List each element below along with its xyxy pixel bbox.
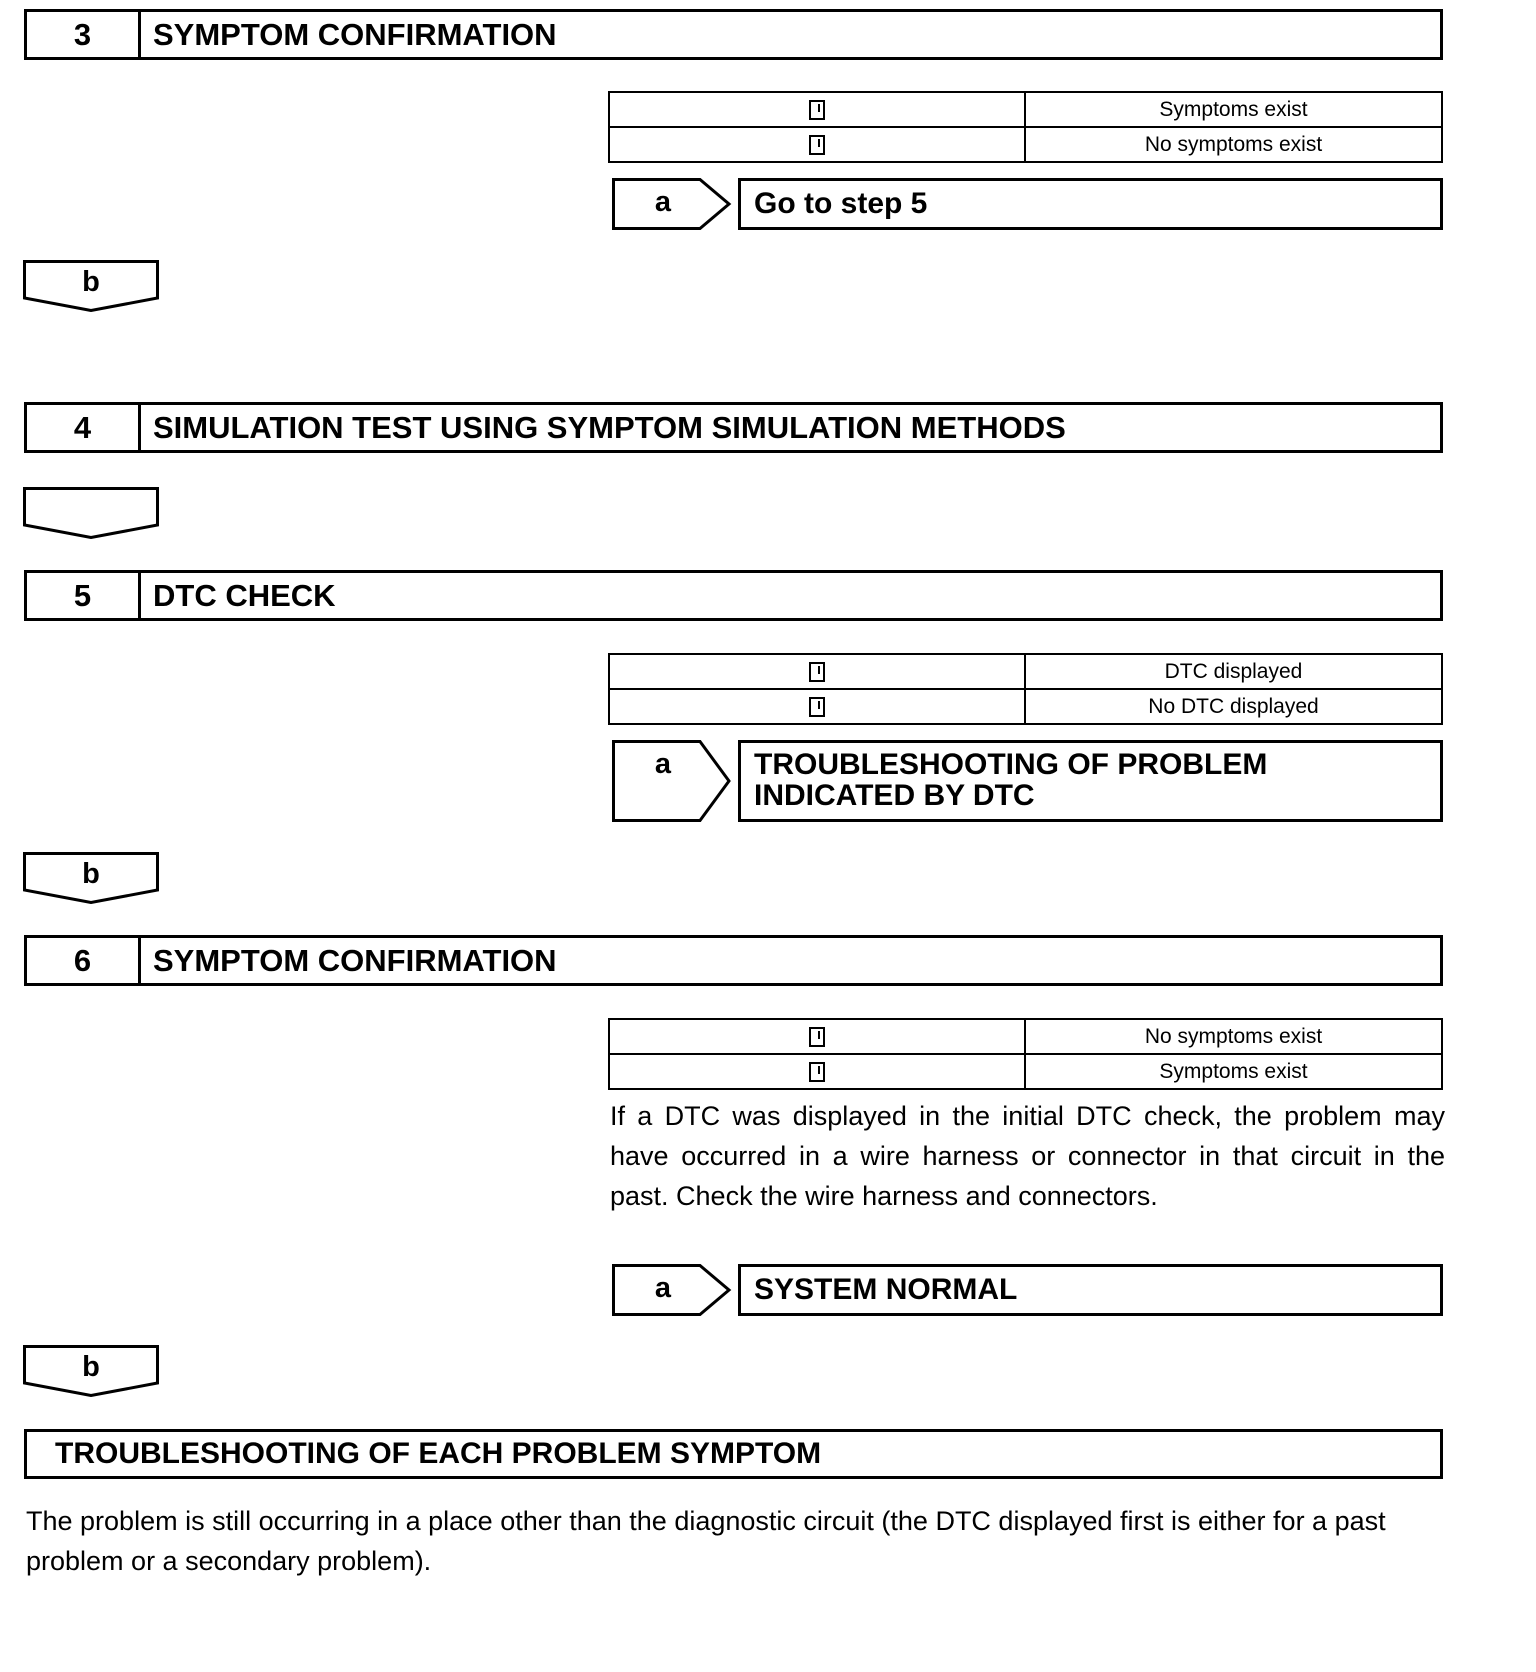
step-6-title: SYMPTOM CONFIRMATION [153,942,557,978]
result-text: Symptoms exist [1025,1054,1442,1089]
table-row [609,1019,1442,1054]
step-4-title: SIMULATION TEST USING SYMPTOM SIMULATION METHODS [153,409,1066,445]
step-3-result-table [608,91,1443,163]
step-6-result-table [608,1018,1443,1090]
result-glyph-icon [809,1062,825,1082]
step-5-a-target-line1: TROUBLESHOOTING OF PROBLEM [754,748,1268,781]
step-5-header [24,570,1443,621]
result-glyph-icon [809,662,825,682]
result-mark-b [609,689,1025,724]
result-text: No DTC displayed [1025,689,1442,724]
step-6-a-arrow [612,1264,732,1316]
down-arrow-box-icon [23,487,159,539]
step-5-a-target-line2: INDICATED BY DTC [754,779,1035,812]
step-4-header [24,402,1443,453]
step-6-b-label: b [82,1351,100,1383]
step-3-b-label: b [82,266,100,298]
step-5-result-table [608,653,1443,725]
result-glyph-icon [809,135,825,155]
step-6-a-label: a [654,1272,672,1304]
step-3-title: SYMPTOM CONFIRMATION [153,16,557,52]
step-3-a-arrow [612,178,732,230]
result-mark-a [609,1019,1025,1054]
result-mark-b [609,127,1025,162]
step-6-b-arrow [23,1345,159,1397]
step-6-note: If a DTC was displayed in the initial DTC check, the problem may have occurred in a wire harness or connector in that circuit in the past. Check the wire harness and connectors. [610,1101,1445,1211]
step-3-a-target: Go to step 5 [738,178,1443,230]
table-row [609,1054,1442,1089]
step-5-a-target [738,740,1443,822]
step-6-number: 6 [27,938,141,983]
step-6-a-target: SYSTEM NORMAL [738,1264,1443,1316]
table-row [609,92,1442,127]
step-5-a-label: a [654,748,672,780]
table-row [609,127,1442,162]
step-3-number: 3 [27,12,141,57]
result-mark-a [609,654,1025,689]
table-row [609,689,1442,724]
step-3-b-arrow [23,260,159,312]
step-5-title: DTC CHECK [153,577,336,613]
step-5-a-arrow [612,740,732,822]
result-glyph-icon [809,1027,825,1047]
step-6-header [24,935,1443,986]
result-text: Symptoms exist [1025,92,1442,127]
final-title-box: TROUBLESHOOTING OF EACH PROBLEM SYMPTOM [24,1429,1443,1479]
step-3-header [24,9,1443,60]
step-3-a-label: a [654,186,672,218]
result-text: No symptoms exist [1025,127,1442,162]
result-mark-a [609,92,1025,127]
step-5-b-label: b [82,858,100,890]
result-mark-b [609,1054,1025,1089]
result-text: DTC displayed [1025,654,1442,689]
step-4-number: 4 [27,405,141,450]
step-4-down-arrow [23,487,159,539]
table-row [609,654,1442,689]
step-5-number: 5 [27,573,141,618]
final-text: The problem is still occurring in a place other than the diagnostic circuit (the DTC displayed first is either for a past problem or a secondary problem). [26,1506,1386,1576]
result-glyph-icon [809,697,825,717]
result-text: No symptoms exist [1025,1019,1442,1054]
result-glyph-icon [809,100,825,120]
step-5-b-arrow [23,852,159,904]
